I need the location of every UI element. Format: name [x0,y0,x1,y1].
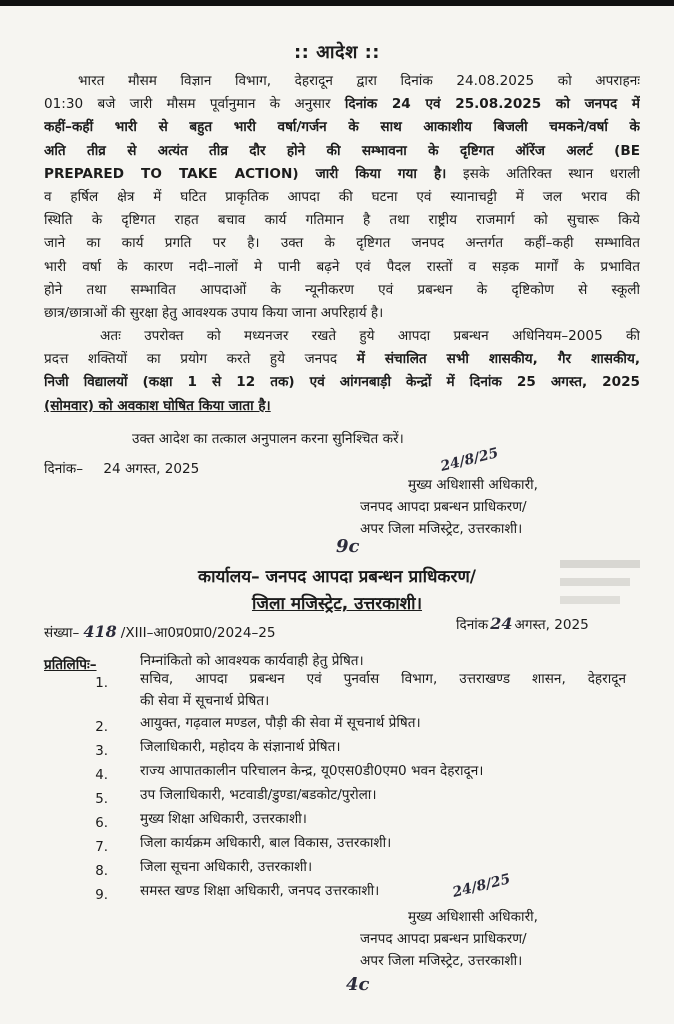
copy-item-number: 3. [95,744,108,759]
para1-line [44,163,640,186]
copy-item: समस्त खण्ड शिक्षा अधिकारी, जनपद उत्तरकाशी। [140,883,380,899]
para1-line: भारी वर्षा के कारण नदी–नालों मे पानी बढ़ने एवं पैदल रास्तों व सड़क मार्गों के प्रभावित [44,258,640,275]
copy-to-label: प्रतिलिपिः– [44,657,97,673]
ref-code: /XIII–आ0प्र0प्रा0/2024–25 [120,625,276,641]
copy-item-number: 1. [95,676,108,691]
compliance-note: उक्त आदेश का तत्काल अनुपालन करना सुनिश्चित करें। [132,431,404,447]
copy-item: उप जिलाधिकारी, भटवाडी/डुण्डा/बडकोट/पुरोला। [140,787,377,803]
para1-line: कहीं–कहीं भारी से बहुत भारी वर्षा/गर्जन के साथ आकाशीय बिजली चमकने/वर्षा के [44,119,640,136]
para1-line [44,93,640,116]
signatory-line-3: अपर जिला मजिस्ट्रेट, उत्तरकाशी। [360,953,523,969]
para1-line: छात्र/छात्राओं की सुरक्षा हेतु आवश्यक उपाय किया जाना अपरिहार्य है। [44,304,384,321]
para1-line: जाने का कार्य प्रगति पर है। उक्त के दृष्टिगत जनपद अन्तर्गत कहीं–कही सम्भावित [44,235,640,252]
signatory-line-2: जनपद आपदा प्रबन्धन प्राधिकरण/ [360,931,527,947]
office-title-text: जिला मजिस्ट्रेट, उत्तरकाशी। [251,594,423,614]
order-date [44,458,199,477]
ref-date-rest: अगस्त, 2025 [514,617,589,633]
copy-item-continued: की सेवा में सूचनार्थ प्रेषित। [140,693,270,709]
signatory-line-1: मुख्य अधिशासी अधिकारी, [408,477,538,493]
para2-line: अतः उपरोक्त को मध्यनजर रखते हुये आपदा प्रबन्धन अधिनियम–2005 की [100,328,640,344]
copy-item: जिला सूचना अधिकारी, उत्तरकाशी। [140,859,313,875]
copy-item: जिला कार्यक्रम अधिकारी, बाल विकास, उत्तरकाशी। [140,835,392,851]
copy-item: आयुक्त, गढ़वाल मण्डल, पौड़ी की सेवा में सूचनार्थ प्रेषित। [140,715,421,731]
handwritten-mark-bottom: 4c [346,974,370,995]
para1-text: 01:30 बजे जारी मौसम पूर्वानुमान के अनुसार [44,96,345,113]
para1-bold-text: PREPARED TO TAKE ACTION) जारी किया गया है। [44,165,447,182]
signatory-line-3: अपर जिला मजिस्ट्रेट, उत्तरकाशी। [360,521,523,537]
order-paragraph-1 [44,70,640,325]
para1-line: भारत मौसम विज्ञान विभाग, देहरादून द्वारा दिनांक 24.08.2025 को अपराहनः [78,73,640,89]
order-title: :: आदेश :: [293,42,381,63]
signature-1: 24/8/25 [438,445,500,475]
para2-bold-text: में संचालित सभी शासकीय, गैर शासकीय, [356,351,640,368]
para2-text: प्रदत्त शक्तियों का प्रयोग करते हुये जनपद [44,351,357,368]
office-title-line-1: कार्यालय– जनपद आपदा प्रबन्धन प्राधिकरण/ [198,567,476,587]
para1-line: अति तीव्र से अत्यंत तीव्र दौर होने की सम्भावना के दृष्टिगत ऑरेंज अलर्ट (BE [44,142,640,159]
handwritten-mark: 9c [336,536,360,557]
date-value: 24 अगस्त, 2025 [103,461,200,477]
para1-line: व हर्षिल क्षेत्र में घटित प्राकृतिक आपदा की घटना एवं स्यानाचट्टी में जल भराव की [44,188,640,205]
copy-item-number: 6. [95,816,108,831]
copy-item-number: 8. [95,864,108,879]
copy-item-number: 2. [95,720,108,735]
date-label: दिनांक– [44,461,84,477]
copy-item-number: 4. [95,768,108,783]
para1-line: होने तथा सम्भावित आपदाओं के न्यूनीकरण एवं प्रबन्धन के दृष्टिकोण से स्कूली [44,281,640,298]
ref-date-label: दिनांक [456,617,489,633]
para2-line: निजी विद्यालयों (कक्षा 1 से 12 तक) एवं आंगनबाड़ी केन्द्रों में दिनांक 25 अगस्त, 2025 [44,374,640,391]
signatory-line-2: जनपद आपदा प्रबन्धन प्राधिकरण/ [360,499,527,515]
ref-handwritten-number: 418 [83,622,117,641]
para2-line: (सोमवार) को अवकाश घोषित किया जाता है। [44,397,271,414]
signature-2: 24/8/25 [450,871,512,901]
copy-item: सचिव, आपदा प्रबन्धन एवं पुनर्वास विभाग, उत्तराखण्ड शासन, देहरादून [140,671,626,687]
ref-date-day: 24 [490,614,513,633]
para1-bold-text: दिनांक 24 एवं 25.08.2025 को जनपद में [344,96,640,113]
reference-date [456,614,589,633]
order-paragraph-2 [44,325,640,418]
ref-label: संख्या– [44,625,80,641]
copy-item: जिलाधिकारी, महोदय के संज्ञानार्थ प्रेषित। [140,739,341,755]
para1-text: इसके अतिरिक्त स्थान धराली [446,165,640,182]
copy-item-number: 9. [95,888,108,903]
copy-item: मुख्य शिक्षा अधिकारी, उत्तरकाशी। [140,811,307,827]
para1-line: स्थिति के दृष्टिगत राहत बचाव कार्य गतिमान है तथा राष्ट्रीय राजमार्ग को सुचारू किये [44,212,640,229]
para2-line [44,348,640,371]
copy-item-number: 5. [95,792,108,807]
copy-item: राज्य आपातकालीन परिचालन केन्द्र, यू0एस0डी0एम0 भवन देहरादून। [140,763,484,779]
copy-to-intro: निम्नांकितो को आवश्यक कार्यवाही हेतु प्रेषित। [140,653,364,669]
copy-item-number: 7. [95,840,108,855]
reference-number [44,622,276,641]
signatory-line-1: मुख्य अधिशासी अधिकारी, [408,909,538,925]
